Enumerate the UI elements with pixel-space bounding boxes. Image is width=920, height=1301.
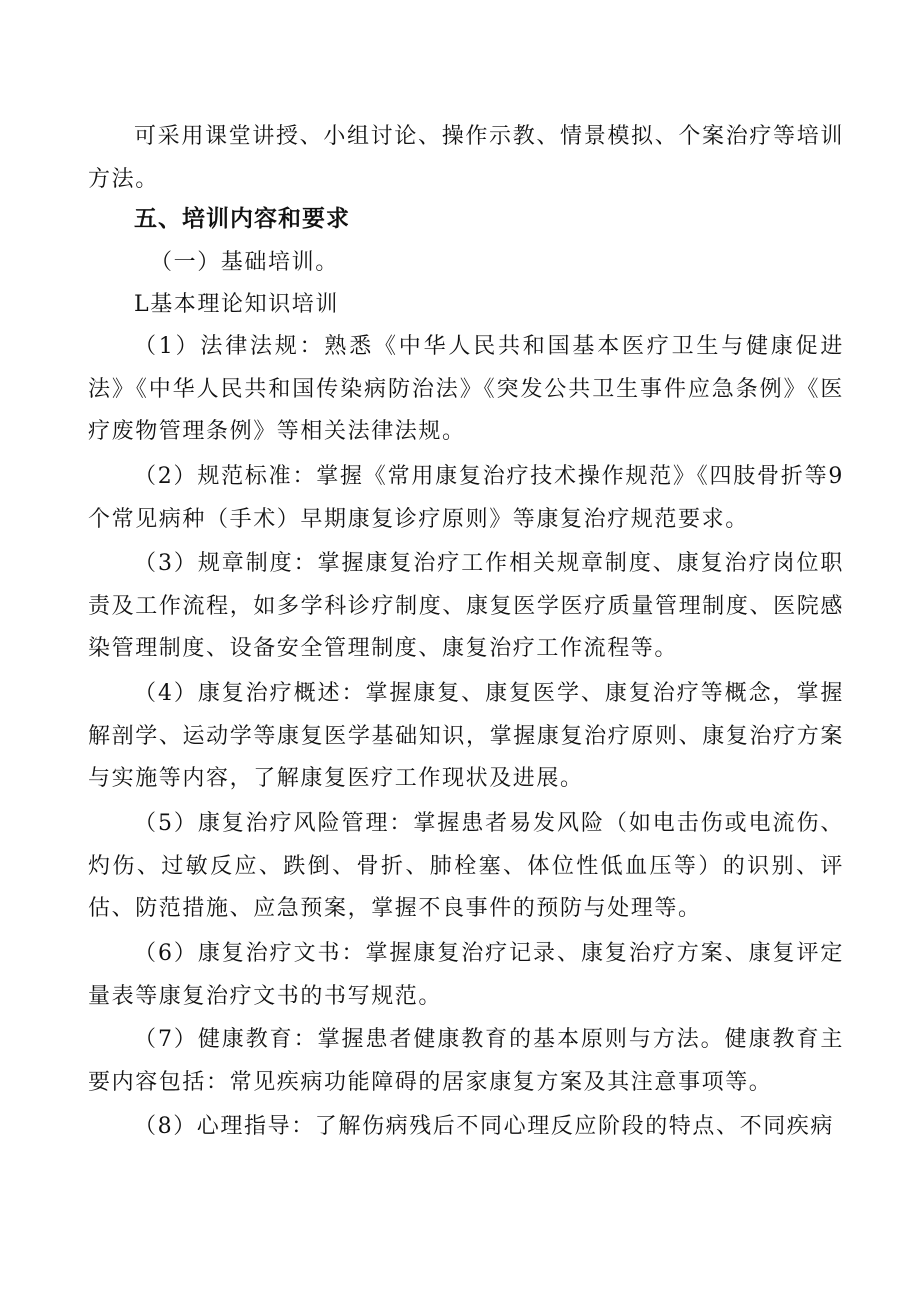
paragraph-risk-management: （5）康复治疗风险管理：掌握患者易发风险（如电击伤或电流伤、灼伤、过敏反应、跌倒、骨折、肺栓塞、体位性低血压等）的识别、评估、防范措施、应急预案，掌握不良事件的预防与处理等。 (88, 811, 844, 921)
paragraph-regulations: （3）规章制度：掌握康复治疗工作相关规章制度、康复治疗岗位职责及工作流程，如多学科诊疗制度、康复医学医疗质量管理制度、医院感染管理制度、设备安全管理制度、康复治疗工作流程等。 (88, 551, 844, 661)
item-title: L基本理论知识培训 (134, 292, 340, 317)
subsection-title: （一）基础培训。 (150, 250, 339, 275)
paragraph-psychology: （8）心理指导：了解伤病残后不同心理反应阶段的特点、不同疾病 (134, 1114, 834, 1139)
section-heading: 五、培训内容和要求 (134, 206, 350, 232)
paragraph-overview: （4）康复治疗概述：掌握康复、康复医学、康复治疗等概念，掌握解剖学、运动学等康复医学基础知识，掌握康复治疗原则、康复治疗方案与实施等内容，了解康复医疗工作现状及进展。 (88, 681, 844, 791)
paragraph-laws: （1）法律法规：熟悉《中华人民共和国基本医疗卫生与健康促进法》《中华人民共和国传染病防治法》《突发公共卫生事件应急条例》《医疗废物管理条例》等相关法律法规。 (88, 334, 844, 444)
paragraph-standards: （2）规范标准：掌握《常用康复治疗技术操作规范》《四肢骨折等9个常见病种（手术）早期康复诊疗原则》等康复治疗规范要求。 (88, 464, 844, 532)
paragraph-health-education: （7）健康教育：掌握患者健康教育的基本原则与方法。健康教育主要内容包括：常见疾病功能障碍的居家康复方案及其注意事项等。 (88, 1027, 844, 1095)
paragraph-documents: （6）康复治疗文书：掌握康复治疗记录、康复治疗方案、康复评定量表等康复治疗文书的书写规范。 (88, 941, 844, 1009)
intro-paragraph: 可采用课堂讲授、小组讨论、操作示教、情景模拟、个案治疗等培训方法。 (88, 124, 844, 192)
